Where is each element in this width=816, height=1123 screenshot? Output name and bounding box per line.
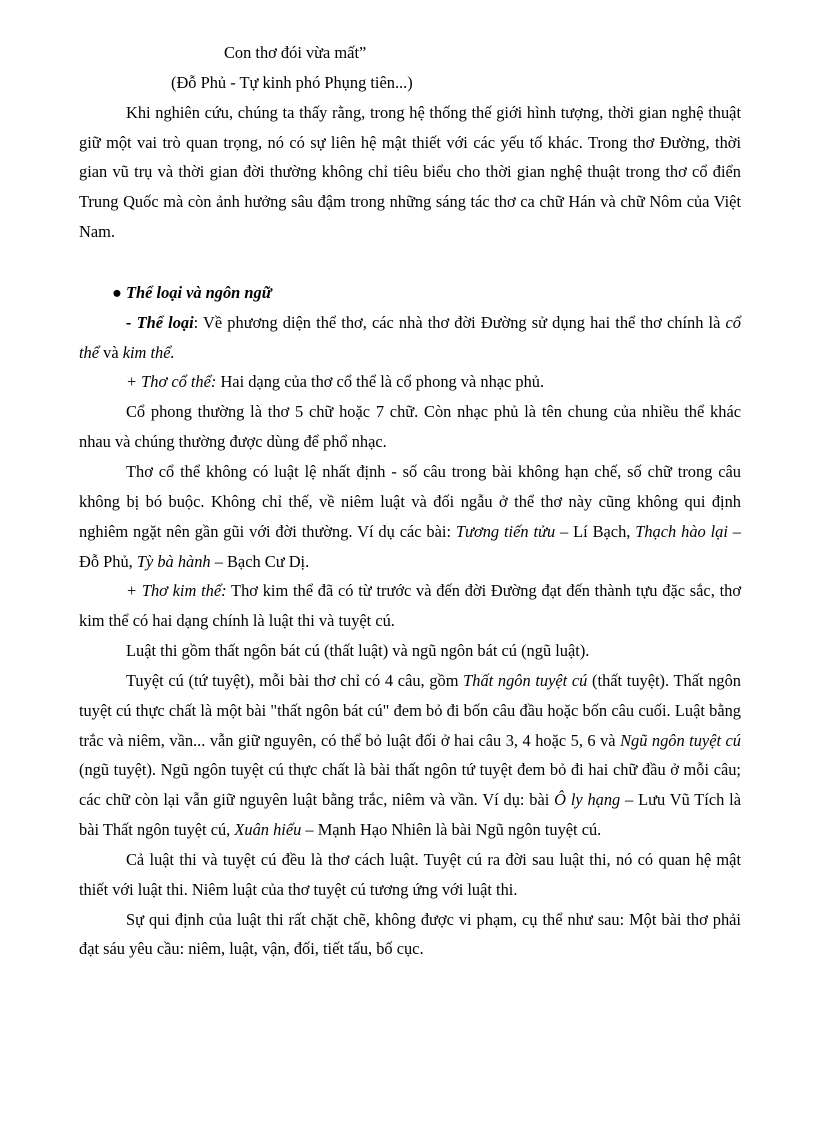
text-run: (thất tuyệt). Thất ngôn tuyệt cú thực chất là một bài "thất ngôn bát cú" đem bỏ đi bốn câu đầu hoặc bốn câu cuối. Luật bằng trắc và niêm, vần... vẫn giữ nguyên, có thể bỏ luật đối ở hai câu 3, 4 hoặc 5, 6 và (79, 670, 741, 750)
luat-thi-paragraph: Luật thi gồm thất ngôn bát cú (thất luật) và ngũ ngôn bát cú (ngũ luật). (126, 641, 590, 661)
the-loai-paragraph (79, 308, 741, 368)
bullet-icon: ● (112, 282, 122, 302)
the-loai-label: - Thể loại (126, 312, 194, 332)
co-phong-paragraph: Cổ phong thường là thơ 5 chữ hoặc 7 chữ. Còn nhạc phủ là tên chung của nhiều thể khác nhau và chúng thường được dùng để phổ nhạc. (79, 402, 741, 452)
text-run: Thơ cổ thể không có luật lệ nhất định - số câu trong bài không hạn chế, số chữ trong câu không bị bó buộc. Không chỉ thế, về niêm luật và đối ngẫu ở thể thơ này cũng không qui định nghiêm ngặt nên gần gũi với đời thường. Ví dụ các bài: (79, 461, 741, 541)
italic-term: kim thể. (122, 342, 175, 362)
text-run: và (99, 342, 123, 362)
section-heading (79, 278, 741, 308)
text-run: – Lưu Vũ Tích là bài Thất ngôn tuyệt cú, (79, 790, 741, 840)
intro-paragraph: Khi nghiên cứu, chúng ta thấy rằng, trong hệ thống thế giới hình tượng, thời gian nghệ thuật giữ một vai trò quan trọng, nó có sự liên hệ mật thiết với các yếu tố khác. Trong thơ Đường, thời gian vũ trụ và thời gian đời thường không chỉ tiêu biểu cho thời gian nghệ thuật trong thơ cổ điển Trung Quốc mà còn ảnh hưởng sâu đậm trong những sáng tác thơ ca chữ Hán và chữ Nôm của Việt Nam. (79, 102, 741, 242)
text-run: – Lí Bạch, (555, 521, 636, 541)
ca-paragraph: Cả luật thi và tuyệt cú đều là thơ cách luật. Tuyệt cú ra đời sau luật thi, nó có quan hệ mật thiết với luật thi. Niêm luật của thơ tuyệt cú tương ứng với luật thi. (79, 849, 741, 899)
co-the-paragraph (79, 367, 741, 397)
italic-title: Xuân hiểu (234, 820, 302, 840)
poem-line: Con thơ đói vừa mất” (224, 43, 367, 62)
text-run: : Về phương diện thể thơ, các nhà thơ đời Đường sử dụng hai thể thơ chính là (193, 312, 726, 332)
italic-title: Thạch hào lại (635, 521, 728, 541)
italic-term: Thất ngôn tuyệt cú (463, 670, 588, 690)
text-run: (ngũ tuyệt). Ngũ ngôn tuyệt cú thực chất là bài thất ngôn tứ tuyệt đem bỏ đi hai chữ đầu ở mỗi câu; các chữ còn lại vẫn giữ nguyên luật bằng trắc, niêm và vần. Ví dụ: bài (79, 760, 741, 810)
text-run: – Đỗ Phủ, (79, 521, 741, 571)
text-run: – Mạnh Hạo Nhiên là bài Ngũ ngôn tuyệt cú. (301, 820, 602, 840)
spacer (79, 247, 741, 278)
italic-title: Tỳ bà hành (136, 551, 211, 571)
italic-title: Ô ly hạng (554, 790, 621, 810)
kim-the-label: + Thơ kim thể: (126, 581, 227, 601)
su-qui-dinh-paragraph: Sự qui định của luật thi rất chặt chẽ, không được vi phạm, cụ thể như sau: Một bài thơ phải đạt sáu yêu cầu: niêm, luật, vận, đối, tiết tấu, bố cục. (79, 909, 741, 959)
italic-title: Tương tiến tửu (455, 521, 556, 541)
document-page (79, 38, 741, 964)
kim-the-paragraph (79, 576, 741, 636)
poem-citation: (Đỗ Phủ - Tự kinh phó Phụng tiên...) (171, 72, 413, 92)
text-run: – Bạch Cư Dị. (210, 551, 310, 571)
tuyet-cu-paragraph (79, 666, 741, 845)
co-the-rules-paragraph (79, 457, 741, 576)
co-the-label: + Thơ cổ thể: (126, 372, 217, 392)
text-run: Hai dạng của thơ cổ thể là cổ phong và nhạc phủ. (216, 372, 545, 392)
italic-term: cổ thể (79, 312, 741, 362)
italic-term: Ngũ ngôn tuyệt cú (620, 730, 741, 750)
text-run: Thơ kim thể đã có từ trước và đến đời Đường đạt đến thành tựu đặc sắc, thơ kim thể có hai dạng chính là luật thi và tuyệt cú. (79, 581, 741, 631)
text-run: Tuyệt cú (tứ tuyệt), mỗi bài thơ chỉ có 4 câu, gồm (126, 670, 464, 690)
section-heading-text: Thể loại và ngôn ngữ (126, 282, 272, 302)
